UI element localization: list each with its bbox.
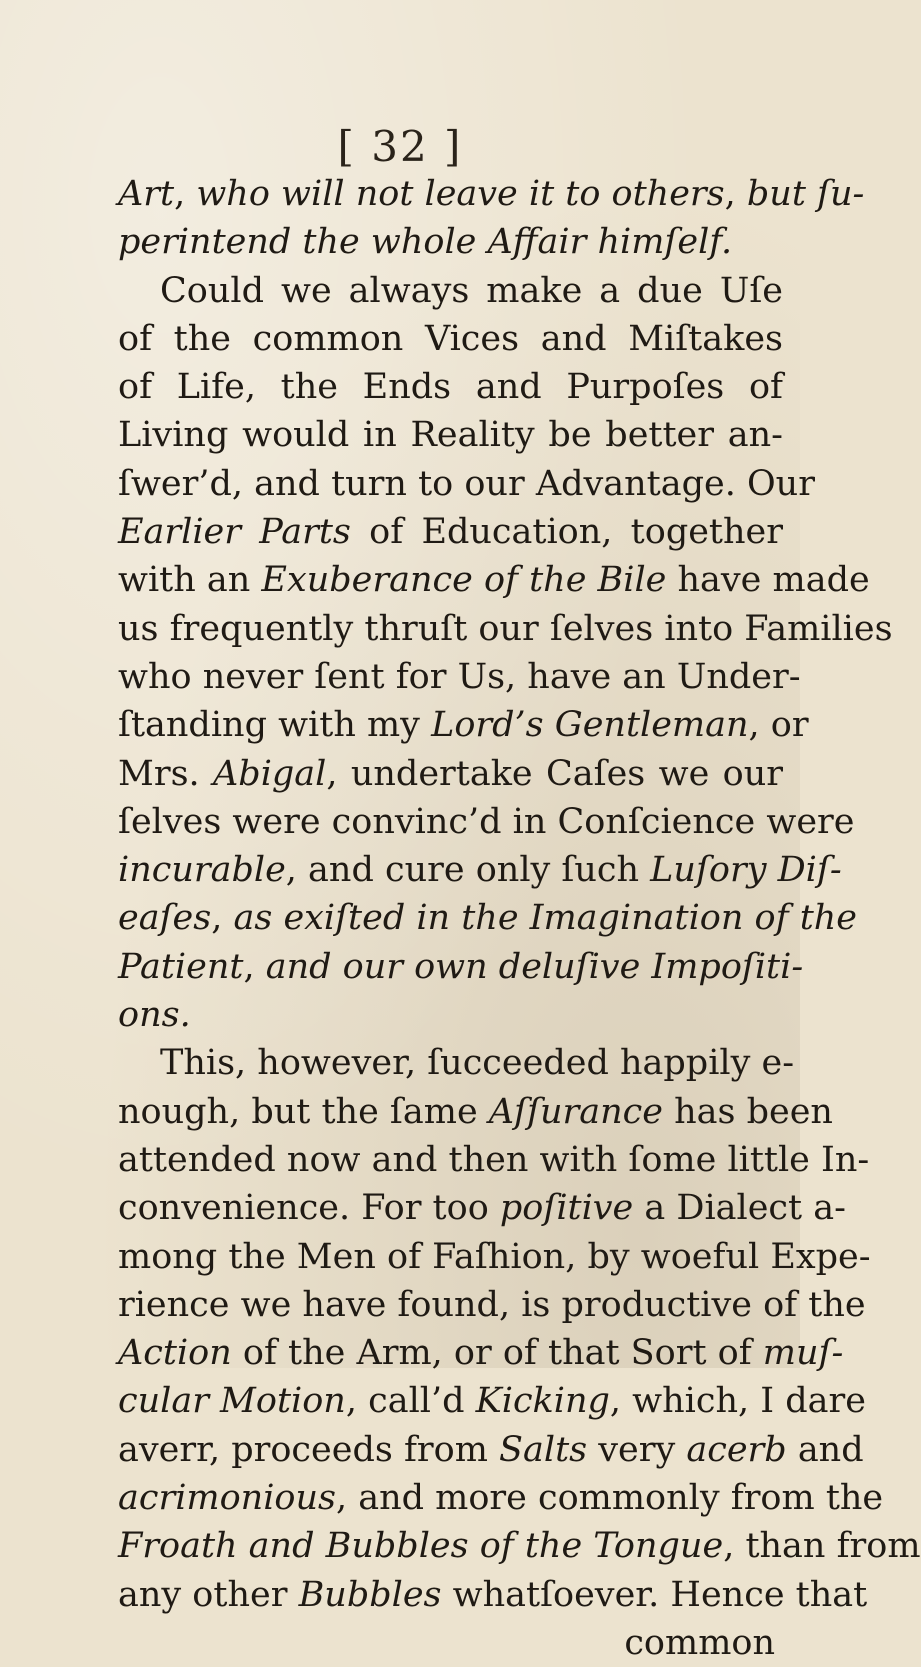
roman-text: a Dialect a- bbox=[633, 1188, 846, 1229]
italic-text: and our own deluſive Impoſiti- bbox=[265, 946, 804, 987]
text-line bbox=[118, 1474, 884, 1522]
roman-text: common bbox=[624, 1622, 775, 1663]
roman-text: Living would in Reality be better an- bbox=[118, 415, 783, 456]
italic-text: Kicking bbox=[475, 1381, 610, 1422]
roman-text: , than from bbox=[723, 1526, 921, 1567]
roman-text: , which, I dare bbox=[609, 1381, 866, 1422]
text-line bbox=[118, 267, 783, 315]
text-line bbox=[118, 991, 783, 1039]
italic-text: Lord’s Gentleman bbox=[431, 705, 749, 746]
italic-text: Bubbles bbox=[298, 1574, 442, 1615]
italic-text: muſ- bbox=[762, 1333, 844, 1374]
roman-text: , bbox=[243, 946, 266, 987]
roman-text: Mrs. bbox=[118, 753, 214, 794]
italic-text: acerb bbox=[686, 1429, 787, 1470]
roman-text: who never ſent for Us, have an Under- bbox=[118, 656, 801, 697]
roman-text: This, however, ſucceeded happily e- bbox=[160, 1043, 795, 1084]
text-line bbox=[118, 1233, 871, 1281]
page-number: [ 32 ] bbox=[337, 122, 463, 171]
text-line bbox=[118, 846, 842, 894]
text-line bbox=[118, 170, 865, 218]
roman-text: of Life, the Ends and Purpoſes of bbox=[118, 367, 783, 408]
roman-text: nough, but the ſame bbox=[118, 1091, 489, 1132]
text-line bbox=[118, 1522, 921, 1570]
italic-text: Action bbox=[118, 1333, 232, 1374]
text-line bbox=[118, 1088, 833, 1136]
roman-text: whatſoever. Hence that bbox=[441, 1574, 868, 1615]
text-line bbox=[118, 363, 783, 411]
text-line bbox=[118, 1184, 846, 1232]
italic-text: Patient bbox=[118, 946, 244, 987]
italic-text: poſitive bbox=[499, 1188, 634, 1229]
italic-text: Art bbox=[118, 174, 175, 214]
roman-text: , and cure only ſuch bbox=[285, 850, 651, 891]
roman-text: ſwer’d, and turn to our Advantage. Our bbox=[118, 463, 815, 504]
roman-text: of Education, together bbox=[350, 512, 783, 553]
page-body-text bbox=[118, 170, 921, 1667]
roman-text: , and more commonly from the bbox=[335, 1478, 884, 1519]
italic-text: as exiſted in the Imagination of the bbox=[233, 898, 858, 939]
text-line bbox=[118, 653, 801, 701]
italic-text: incurable bbox=[118, 850, 286, 891]
roman-text: and bbox=[786, 1429, 864, 1470]
text-line bbox=[118, 894, 858, 942]
roman-text: , bbox=[211, 898, 234, 939]
roman-text: have made bbox=[666, 560, 870, 601]
roman-text: Could we always make a due Uſe bbox=[160, 270, 783, 311]
text-line bbox=[118, 750, 783, 798]
text-line bbox=[118, 943, 804, 991]
italic-text: Aſſurance bbox=[488, 1091, 663, 1132]
text-line bbox=[118, 1377, 866, 1425]
roman-text: ſelves were convinc’d in Conſcience were bbox=[118, 801, 855, 842]
roman-text: us frequently thruſt our ſelves into Families bbox=[118, 608, 893, 649]
italic-text: cular Motion bbox=[118, 1381, 346, 1422]
italic-text: Luſory Diſ- bbox=[650, 850, 842, 891]
italic-text: Abigal bbox=[213, 753, 327, 794]
text-line bbox=[118, 1329, 844, 1377]
roman-text: very bbox=[587, 1429, 687, 1470]
italic-text: who will not leave it to others bbox=[196, 174, 725, 214]
text-line bbox=[118, 1281, 866, 1329]
roman-text: attended now and then with ſome little In- bbox=[118, 1139, 870, 1180]
roman-text: , call’d bbox=[345, 1381, 476, 1422]
text-line bbox=[118, 411, 783, 459]
roman-text: ſtanding with my bbox=[118, 705, 432, 746]
roman-text: , or bbox=[748, 705, 809, 746]
text-line bbox=[118, 1619, 783, 1667]
italic-text: perintend the whole Affair himſelf. bbox=[118, 222, 733, 263]
text-line bbox=[118, 605, 893, 653]
roman-text: of the Arm, or of that Sort of bbox=[231, 1333, 763, 1374]
roman-text: , undertake Caſes we our bbox=[326, 753, 783, 794]
italic-text: acrimonious bbox=[118, 1478, 336, 1519]
italic-text: Froath and Bubbles of the Tongue bbox=[118, 1526, 724, 1567]
italic-text: Exuberance of the Bile bbox=[261, 560, 667, 601]
text-line bbox=[118, 1571, 868, 1619]
text-line bbox=[118, 218, 783, 266]
roman-text: with an bbox=[118, 560, 262, 601]
roman-text: any other bbox=[118, 1574, 299, 1615]
roman-text: rience we have found, is productive of the bbox=[118, 1284, 866, 1325]
text-line bbox=[118, 701, 809, 749]
text-line bbox=[118, 1426, 864, 1474]
roman-text: of the common Vices and Miſtakes bbox=[118, 318, 783, 359]
roman-text: convenience. For too bbox=[118, 1188, 500, 1229]
text-line bbox=[118, 556, 870, 604]
text-line bbox=[118, 1039, 795, 1087]
text-line bbox=[118, 798, 855, 846]
italic-text: but ſu- bbox=[746, 174, 865, 214]
text-line bbox=[118, 460, 815, 508]
italic-text: eaſes bbox=[118, 898, 212, 939]
roman-text: , bbox=[174, 174, 197, 214]
italic-text: Earlier Parts bbox=[118, 512, 351, 553]
text-line bbox=[118, 315, 783, 363]
italic-text: Salts bbox=[499, 1429, 588, 1470]
italic-text: ons. bbox=[118, 995, 191, 1036]
text-line bbox=[118, 1136, 870, 1184]
roman-text: mong the Men of Faſhion, by woeful Expe- bbox=[118, 1236, 871, 1277]
roman-text: has been bbox=[662, 1091, 833, 1132]
text-line bbox=[118, 508, 783, 556]
roman-text: , bbox=[724, 174, 747, 214]
roman-text: averr, proceeds from bbox=[118, 1429, 500, 1470]
